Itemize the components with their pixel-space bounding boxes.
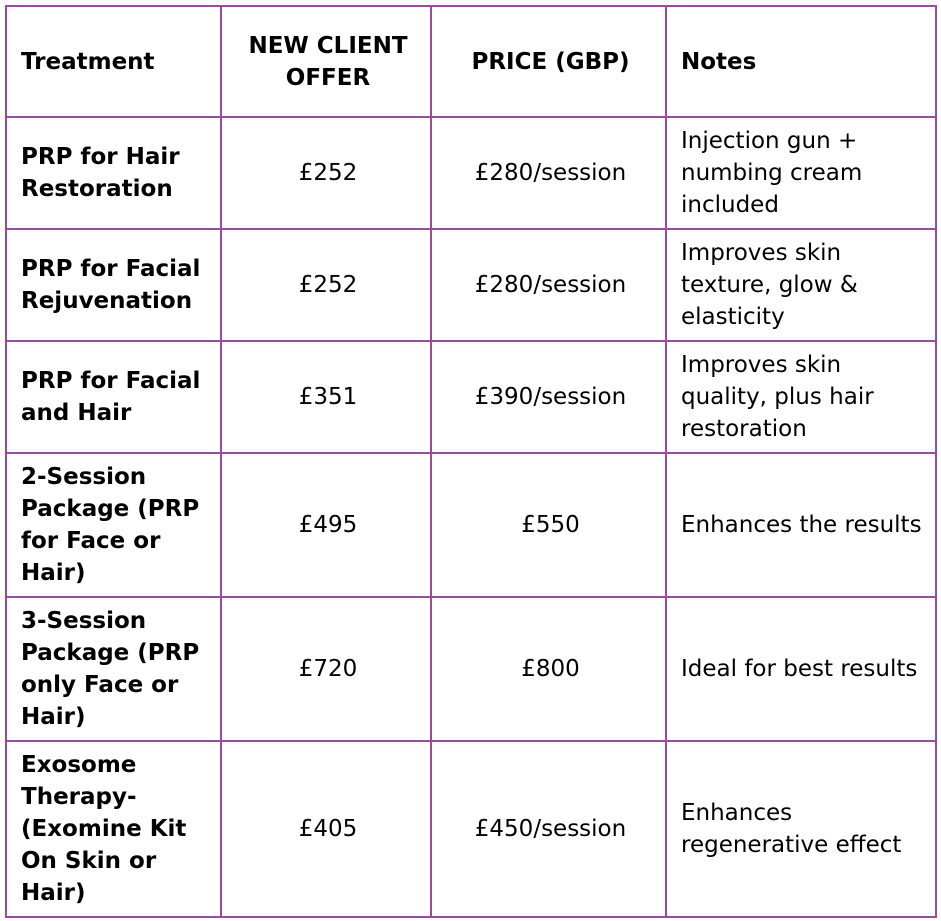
table-header-row [6,6,936,117]
offer-cell: £720 [221,597,431,741]
offer-cell: £351 [221,341,431,453]
header-treatment: Treatment [6,6,221,117]
price-cell: £280/session [431,229,666,341]
treatment-cell: 2-Session Package (PRP for Face or Hair) [6,453,221,597]
price-cell: £800 [431,597,666,741]
notes-cell: Enhances regenerative effect [666,741,936,917]
notes-cell: Ideal for best results [666,597,936,741]
table-row [6,341,936,453]
table-row [6,597,936,741]
pricing-table [5,5,937,918]
treatment-cell: PRP for Facial Rejuvenation [6,229,221,341]
treatment-cell: Exosome Therapy-(Exomine Kit On Skin or Hair) [6,741,221,917]
offer-cell: £495 [221,453,431,597]
header-price: PRICE (GBP) [431,6,666,117]
table-row [6,229,936,341]
price-cell: £390/session [431,341,666,453]
price-cell: £450/session [431,741,666,917]
header-new-client-offer: NEW CLIENT OFFER [221,6,431,117]
notes-cell: Improves skin quality, plus hair restoration [666,341,936,453]
table-row [6,117,936,229]
notes-cell: Injection gun + numbing cream included [666,117,936,229]
notes-cell: Enhances the results [666,453,936,597]
offer-cell: £405 [221,741,431,917]
notes-cell: Improves skin texture, glow & elasticity [666,229,936,341]
treatment-cell: 3-Session Package (PRP only Face or Hair) [6,597,221,741]
header-notes: Notes [666,6,936,117]
treatment-cell: PRP for Facial and Hair [6,341,221,453]
price-cell: £550 [431,453,666,597]
table-row [6,741,936,917]
offer-cell: £252 [221,229,431,341]
price-cell: £280/session [431,117,666,229]
treatment-cell: PRP for Hair Restoration [6,117,221,229]
offer-cell: £252 [221,117,431,229]
table-row [6,453,936,597]
